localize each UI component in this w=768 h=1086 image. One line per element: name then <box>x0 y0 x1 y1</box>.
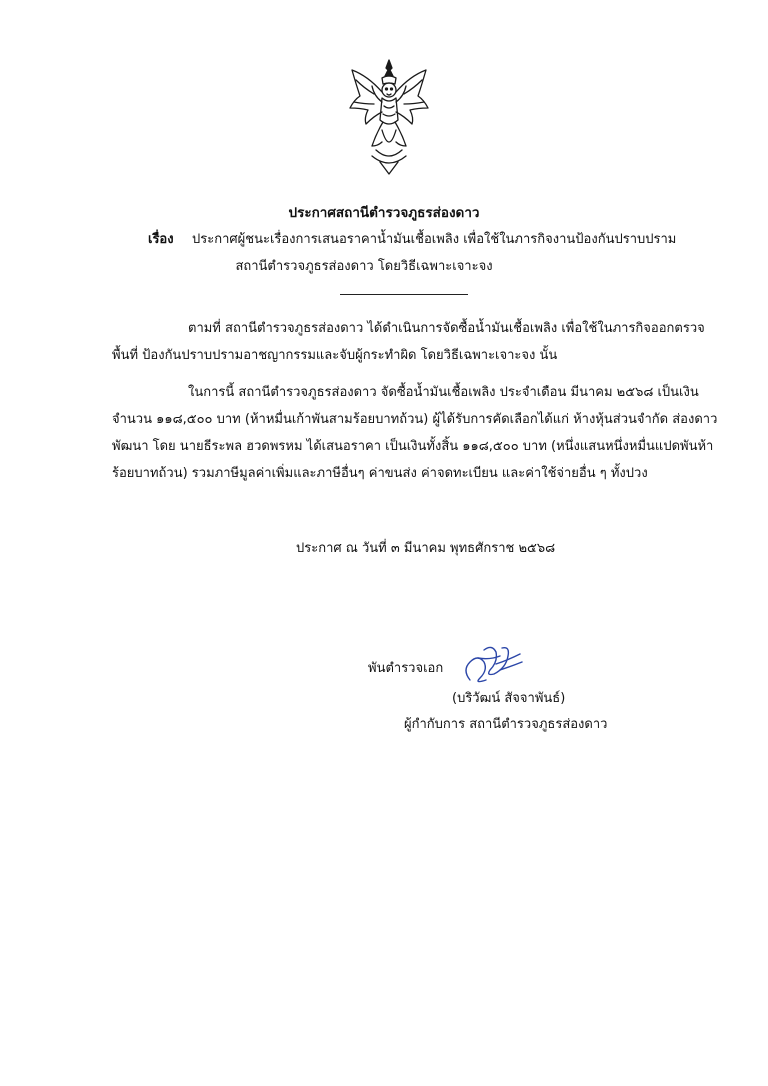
paragraph-1 <box>112 315 716 369</box>
title-divider <box>340 294 468 295</box>
paragraph-1-line: พื้นที่ ป้องกันปราบปรามอาชญากรรมและจับผู้กระทำผิด โดยวิธีเฉพาะเจาะจง นั้น <box>112 348 558 363</box>
paragraph-2-line: ร้อยบาทถ้วน) รวมภาษีมูลค่าเพิ่มและภาษีอื่นๆ ค่าขนส่ง ค่าจดทะเบียน และค่าใช้จ่ายอื่น ๆ ทั้งปวง <box>112 466 648 481</box>
signer-name: (บริวัฒน์ สัจจาพันธ์) <box>452 691 566 706</box>
paragraph-2-line: จำนวน ๑๑๘,๕๐๐ บาท (ห้าหมื่นเก้าพันสามร้อยบาทถ้วน) ผู้ได้รับการคัดเลือกได้แก่ ห้างหุ้นส่วนจำกัด ส่องดาว <box>112 412 718 427</box>
subject-line-1: ประกาศผู้ชนะเรื่องการเสนอราคาน้ำมันเชื้อเพลิง เพื่อใช้ในภารกิจงานป้องกันปราบปราม <box>192 232 677 247</box>
subject-label: เรื่อง <box>148 232 174 247</box>
signer-position: ผู้กำกับการ สถานีตำรวจภูธรส่องดาว <box>404 717 608 732</box>
handwritten-signature <box>456 640 526 686</box>
paragraph-2-line: พัฒนา โดย นายธีระพล ฮวดพรหม ได้เสนอราคา เป็นเงินทั้งสิ้น ๑๑๘,๕๐๐ บาท (หนึ่งแสนหนึ่งหมื่นแปดพันห้า <box>112 439 714 454</box>
paragraph-1-line: ตามที่ สถานีตำรวจภูธรส่องดาว ได้ดำเนินการจัดซื้อน้ำมันเชื้อเพลิง เพื่อใช้ในภารกิจออกตรวจ <box>188 321 705 336</box>
subject-line-2: สถานีตำรวจภูธรส่องดาว โดยวิธีเฉพาะเจาะจง <box>235 259 493 274</box>
garuda-emblem-icon <box>346 58 432 176</box>
paragraph-2-line: ในการนี้ สถานีตำรวจภูธรส่องดาว จัดซื้อน้ำมันเชื้อเพลิง ประจำเดือน มีนาคม ๒๕๖๘ เป็นเงิน <box>188 385 699 400</box>
announcement-date: ประกาศ ณ วันที่ ๓ มีนาคม พุทธศักราช ๒๕๖๘ <box>296 541 556 556</box>
document-title: ประกาศสถานีตำรวจภูธรส่องดาว <box>288 205 480 221</box>
paragraph-2 <box>112 379 716 487</box>
signer-rank: พันตำรวจเอก <box>368 661 444 676</box>
